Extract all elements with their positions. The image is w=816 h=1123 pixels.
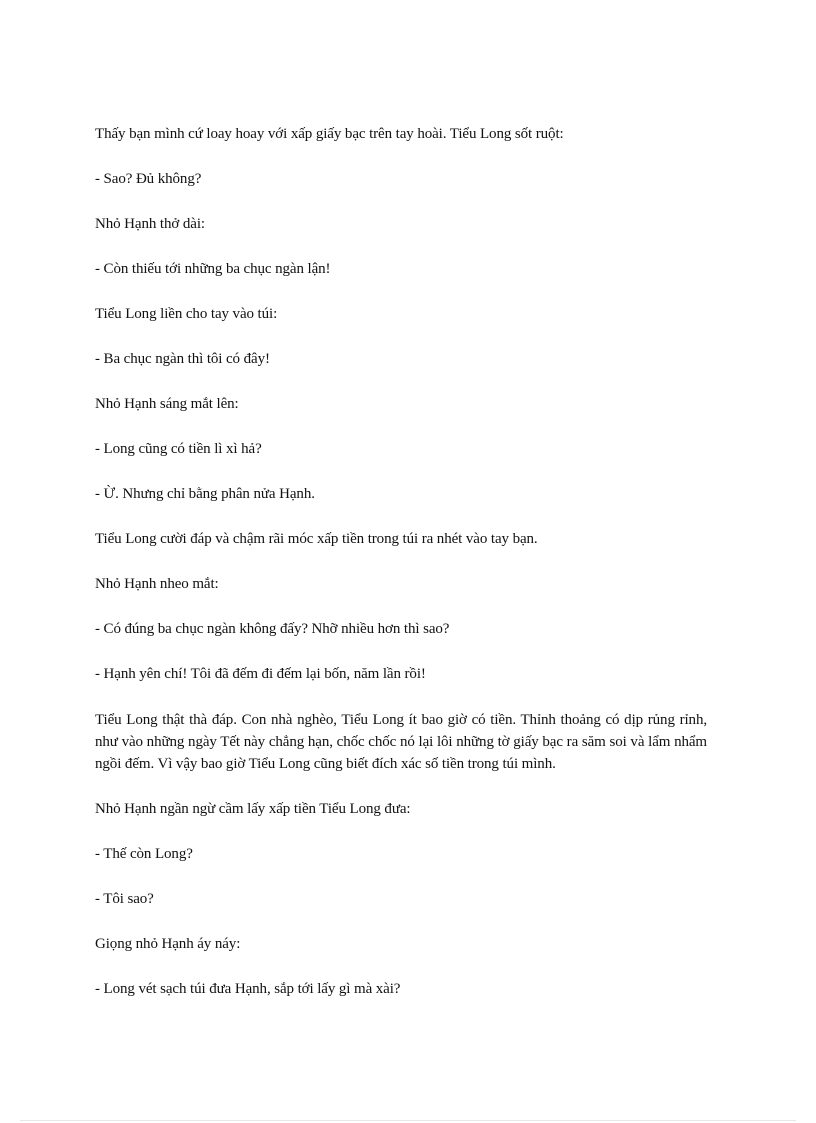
paragraph: - Hạnh yên chí! Tôi đã đếm đi đếm lại bốn, năm lần rồi! (95, 666, 426, 682)
paragraph: Tiểu Long liền cho tay vào túi: (95, 306, 278, 322)
paragraph: - Long cũng có tiền lì xì hả? (95, 441, 262, 457)
paragraph: - Sao? Đủ không? (95, 171, 202, 187)
paragraph: - Còn thiếu tới những ba chục ngàn lận! (95, 261, 331, 277)
paragraph: Tiểu Long cười đáp và chậm rãi móc xấp tiền trong túi ra nhét vào tay bạn. (95, 531, 538, 547)
paragraph: - Ừ. Nhưng chỉ bằng phân nửa Hạnh. (95, 486, 315, 502)
paragraph: Nhỏ Hạnh nheo mắt: (95, 576, 219, 592)
paragraph: Giọng nhỏ Hạnh áy náy: (95, 936, 241, 952)
paragraph: - Tôi sao? (95, 891, 154, 907)
paragraph: - Long vét sạch túi đưa Hạnh, sắp tới lấy gì mà xài? (95, 981, 401, 997)
paragraph: - Có đúng ba chục ngàn không đấy? Nhỡ nhiều hơn thì sao? (95, 621, 450, 637)
document-body (95, 124, 707, 1024)
paragraph: Tiểu Long thật thà đáp. Con nhà nghèo, Tiểu Long ít bao giờ có tiền. Thỉnh thoảng có dịp rủng rỉnh, như vào những ngày Tết này chẳng hạn, chốc chốc nó lại lôi những tờ giấy bạc ra săm soi và lẩm nhẩm ngồi đếm. Vì vậy bao giờ Tiểu Long cũng biết đích xác số tiền trong túi mình. (95, 712, 707, 772)
paragraph: - Ba chục ngàn thì tôi có đây! (95, 351, 270, 367)
paragraph: Nhỏ Hạnh ngần ngừ cầm lấy xấp tiền Tiểu Long đưa: (95, 801, 411, 817)
paragraph: Nhỏ Hạnh thở dài: (95, 216, 205, 232)
page-bottom-edge (20, 1120, 796, 1121)
paragraph: Thấy bạn mình cứ loay hoay với xấp giấy bạc trên tay hoài. Tiểu Long sốt ruột: (95, 126, 564, 142)
paragraph: Nhỏ Hạnh sáng mắt lên: (95, 396, 239, 412)
paragraph: - Thế còn Long? (95, 846, 193, 862)
